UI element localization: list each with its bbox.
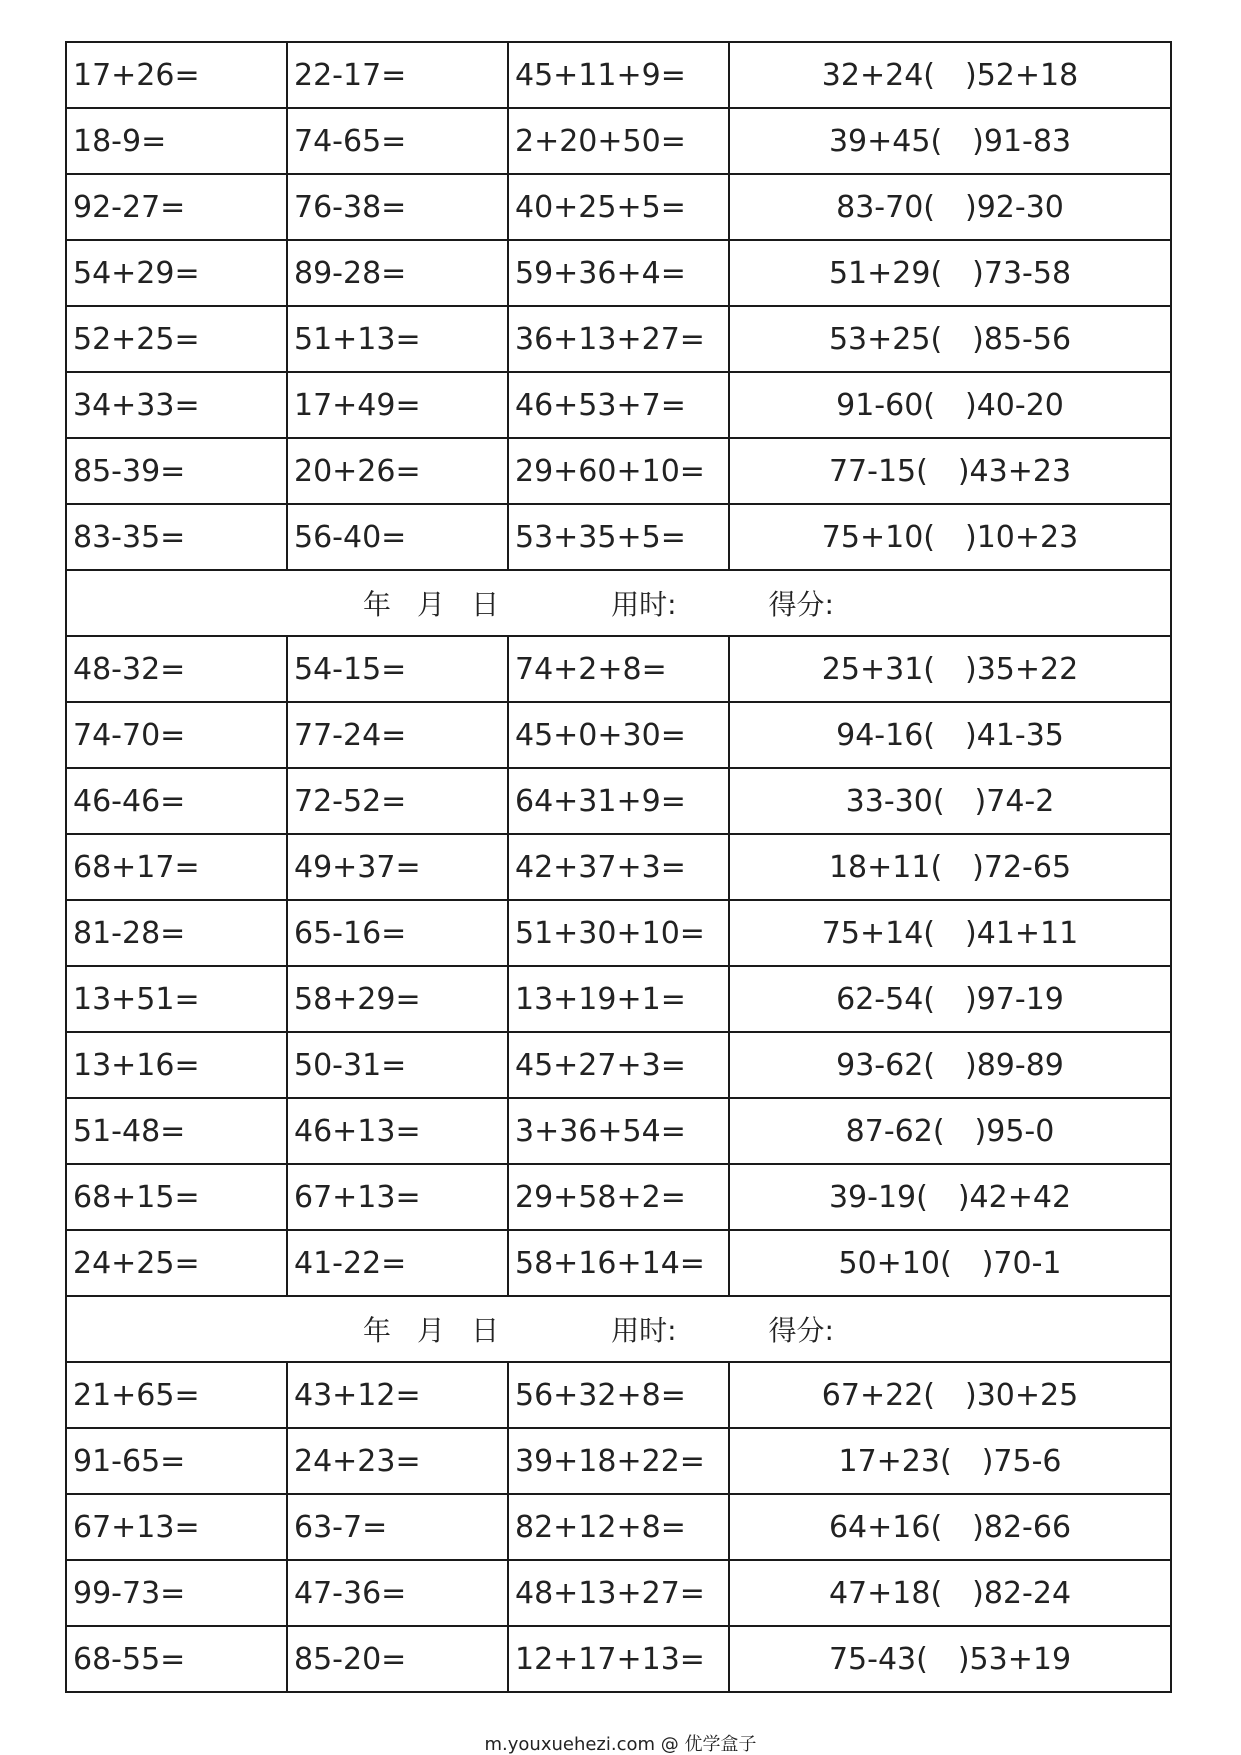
problem-cell: 41-22= (287, 1230, 508, 1296)
comparison-cell (729, 438, 1171, 504)
problem-cell: 21+65= (66, 1362, 287, 1428)
problem-row (66, 108, 1171, 174)
date-score-labels (363, 583, 834, 623)
comparison-cell (729, 42, 1171, 108)
problem-cell: 53+35+5= (508, 504, 729, 570)
problem-cell: 85-39= (66, 438, 287, 504)
problem-cell: 50-31= (287, 1032, 508, 1098)
problem-cell: 64+31+9= (508, 768, 729, 834)
problem-cell: 91-65= (66, 1428, 287, 1494)
problem-cell: 63-7= (287, 1494, 508, 1560)
comparison-left: 83-70( (836, 189, 935, 225)
date-score-header (66, 1296, 1171, 1362)
comparison-left: 87-62( (845, 1113, 945, 1149)
problem-cell: 99-73= (66, 1560, 287, 1626)
comparison-right: )91-83 (972, 123, 1072, 159)
comparison-cell (729, 1626, 1171, 1692)
comparison-left: 75-43( (828, 1641, 928, 1677)
problem-cell: 24+25= (66, 1230, 287, 1296)
problem-row (66, 372, 1171, 438)
problem-cell: 52+25= (66, 306, 287, 372)
score-label: 得分: (768, 1314, 834, 1347)
problem-cell: 29+60+10= (508, 438, 729, 504)
problem-cell: 49+37= (287, 834, 508, 900)
problem-row (66, 1560, 1171, 1626)
problem-cell: 46+53+7= (508, 372, 729, 438)
comparison-cell (729, 1494, 1171, 1560)
comparison-right: )82-66 (972, 1509, 1072, 1545)
comparison-cell (729, 504, 1171, 570)
problem-cell: 74+2+8= (508, 636, 729, 702)
problem-cell: 48+13+27= (508, 1560, 729, 1626)
comparison-cell (729, 1164, 1171, 1230)
problem-cell: 13+19+1= (508, 966, 729, 1032)
comparison-left: 39-19( (828, 1179, 928, 1215)
comparison-left: 25+31( (821, 651, 935, 687)
comparison-left: 64+16( (828, 1509, 943, 1545)
problem-cell: 67+13= (287, 1164, 508, 1230)
problem-row (66, 438, 1171, 504)
comparison-left: 51+29( (828, 255, 943, 291)
problem-cell: 24+23= (287, 1428, 508, 1494)
footer-watermark: m.youxuehezi.com @ 优学盒子 (484, 1734, 757, 1755)
problem-cell: 45+0+30= (508, 702, 729, 768)
comparison-cell (729, 1362, 1171, 1428)
comparison-right: )75-6 (981, 1443, 1062, 1479)
comparison-left: 67+22( (821, 1377, 935, 1413)
comparison-cell (729, 834, 1171, 900)
problem-cell: 42+37+3= (508, 834, 729, 900)
year-label: 年 (363, 588, 392, 621)
problem-cell: 89-28= (287, 240, 508, 306)
problem-cell: 48-32= (66, 636, 287, 702)
score-label: 得分: (768, 588, 834, 621)
comparison-right: )10+23 (965, 519, 1079, 555)
comparison-cell (729, 108, 1171, 174)
comparison-cell (729, 1428, 1171, 1494)
problem-cell: 18-9= (66, 108, 287, 174)
comparison-left: 47+18( (828, 1575, 943, 1611)
comparison-right: )89-89 (965, 1047, 1064, 1083)
problem-cell: 82+12+8= (508, 1494, 729, 1560)
day-label: 日 (471, 588, 500, 621)
problem-cell: 51+30+10= (508, 900, 729, 966)
comparison-left: 53+25( (828, 321, 943, 357)
problem-cell: 51-48= (66, 1098, 287, 1164)
date-score-header-row (66, 1296, 1171, 1362)
comparison-left: 94-16( (836, 717, 935, 753)
comparison-left: 33-30( (845, 783, 945, 819)
comparison-right: )43+23 (957, 453, 1072, 489)
time-used-label: 用时: (611, 1314, 677, 1347)
problem-cell: 43+12= (287, 1362, 508, 1428)
comparison-cell (729, 240, 1171, 306)
problem-row (66, 834, 1171, 900)
comparison-cell (729, 702, 1171, 768)
comparison-left: 77-15( (828, 453, 928, 489)
comparison-left: 62-54( (836, 981, 935, 1017)
comparison-right: )95-0 (974, 1113, 1055, 1149)
problem-cell: 74-70= (66, 702, 287, 768)
comparison-right: )97-19 (965, 981, 1064, 1017)
problem-cell: 77-24= (287, 702, 508, 768)
comparison-right: )42+42 (957, 1179, 1072, 1215)
problem-row (66, 42, 1171, 108)
comparison-cell (729, 966, 1171, 1032)
month-label: 月 (417, 1314, 446, 1347)
comparison-cell (729, 1230, 1171, 1296)
problem-cell: 12+17+13= (508, 1626, 729, 1692)
comparison-left: 18+11( (828, 849, 943, 885)
month-label: 月 (417, 588, 446, 621)
problem-cell: 13+16= (66, 1032, 287, 1098)
comparison-cell (729, 1098, 1171, 1164)
comparison-right: )52+18 (965, 57, 1079, 93)
problem-row (66, 1164, 1171, 1230)
comparison-cell (729, 768, 1171, 834)
problem-row (66, 768, 1171, 834)
problem-cell: 58+29= (287, 966, 508, 1032)
comparison-left: 75+14( (821, 915, 935, 951)
problem-row (66, 1494, 1171, 1560)
problem-row (66, 1230, 1171, 1296)
problem-row (66, 174, 1171, 240)
problem-cell: 68-55= (66, 1626, 287, 1692)
comparison-cell (729, 1560, 1171, 1626)
problem-cell: 74-65= (287, 108, 508, 174)
worksheet-body (66, 42, 1171, 1692)
comparison-left: 39+45( (828, 123, 943, 159)
problem-cell: 46+13= (287, 1098, 508, 1164)
problem-cell: 92-27= (66, 174, 287, 240)
problem-cell: 39+18+22= (508, 1428, 729, 1494)
problem-row (66, 1032, 1171, 1098)
problem-cell: 29+58+2= (508, 1164, 729, 1230)
day-label: 日 (471, 1314, 500, 1347)
comparison-cell (729, 372, 1171, 438)
problem-cell: 59+36+4= (508, 240, 729, 306)
comparison-right: )41-35 (965, 717, 1064, 753)
problem-row (66, 966, 1171, 1032)
problem-cell: 76-38= (287, 174, 508, 240)
problem-row (66, 1626, 1171, 1692)
problem-cell: 65-16= (287, 900, 508, 966)
problem-cell: 51+13= (287, 306, 508, 372)
time-used-label: 用时: (611, 588, 677, 621)
comparison-cell (729, 174, 1171, 240)
problem-row (66, 702, 1171, 768)
problem-cell: 54-15= (287, 636, 508, 702)
problem-cell: 2+20+50= (508, 108, 729, 174)
comparison-cell (729, 636, 1171, 702)
comparison-left: 17+23( (838, 1443, 952, 1479)
problem-cell: 68+15= (66, 1164, 287, 1230)
comparison-left: 32+24( (821, 57, 935, 93)
comparison-right: )35+22 (965, 651, 1079, 687)
problem-cell: 47-36= (287, 1560, 508, 1626)
comparison-left: 50+10( (838, 1245, 952, 1281)
problem-cell: 85-20= (287, 1626, 508, 1692)
problem-cell: 13+51= (66, 966, 287, 1032)
problem-cell: 17+26= (66, 42, 287, 108)
date-score-header-row (66, 570, 1171, 636)
problem-row (66, 1428, 1171, 1494)
problem-cell: 22-17= (287, 42, 508, 108)
problem-cell: 20+26= (287, 438, 508, 504)
problem-cell: 46-46= (66, 768, 287, 834)
problem-cell: 17+49= (287, 372, 508, 438)
problem-cell: 83-35= (66, 504, 287, 570)
problem-cell: 58+16+14= (508, 1230, 729, 1296)
comparison-right: )41+11 (965, 915, 1079, 951)
comparison-cell (729, 900, 1171, 966)
comparison-right: )53+19 (957, 1641, 1072, 1677)
problem-row (66, 1362, 1171, 1428)
comparison-cell (729, 306, 1171, 372)
problem-cell: 81-28= (66, 900, 287, 966)
date-score-header (66, 570, 1171, 636)
problem-cell: 67+13= (66, 1494, 287, 1560)
problem-row (66, 900, 1171, 966)
comparison-right: )30+25 (965, 1377, 1079, 1413)
problem-cell: 56+32+8= (508, 1362, 729, 1428)
problem-row (66, 1098, 1171, 1164)
comparison-left: 93-62( (836, 1047, 935, 1083)
problem-cell: 45+11+9= (508, 42, 729, 108)
problem-cell: 54+29= (66, 240, 287, 306)
problem-cell: 40+25+5= (508, 174, 729, 240)
problem-cell: 68+17= (66, 834, 287, 900)
problem-cell: 72-52= (287, 768, 508, 834)
problem-cell: 36+13+27= (508, 306, 729, 372)
comparison-right: )73-58 (972, 255, 1072, 291)
comparison-left: 91-60( (836, 387, 935, 423)
problem-row (66, 306, 1171, 372)
comparison-right: )92-30 (965, 189, 1064, 225)
comparison-cell (729, 1032, 1171, 1098)
date-score-labels (363, 1309, 834, 1349)
problem-cell: 3+36+54= (508, 1098, 729, 1164)
comparison-right: )85-56 (972, 321, 1072, 357)
comparison-right: )40-20 (965, 387, 1064, 423)
comparison-right: )70-1 (981, 1245, 1062, 1281)
comparison-left: 75+10( (821, 519, 935, 555)
comparison-right: )74-2 (974, 783, 1055, 819)
problem-cell: 56-40= (287, 504, 508, 570)
problem-row (66, 240, 1171, 306)
worksheet-table (65, 41, 1172, 1693)
comparison-right: )72-65 (972, 849, 1072, 885)
problem-row (66, 504, 1171, 570)
comparison-right: )82-24 (972, 1575, 1072, 1611)
year-label: 年 (363, 1314, 392, 1347)
problem-row (66, 636, 1171, 702)
problem-cell: 34+33= (66, 372, 287, 438)
problem-cell: 45+27+3= (508, 1032, 729, 1098)
